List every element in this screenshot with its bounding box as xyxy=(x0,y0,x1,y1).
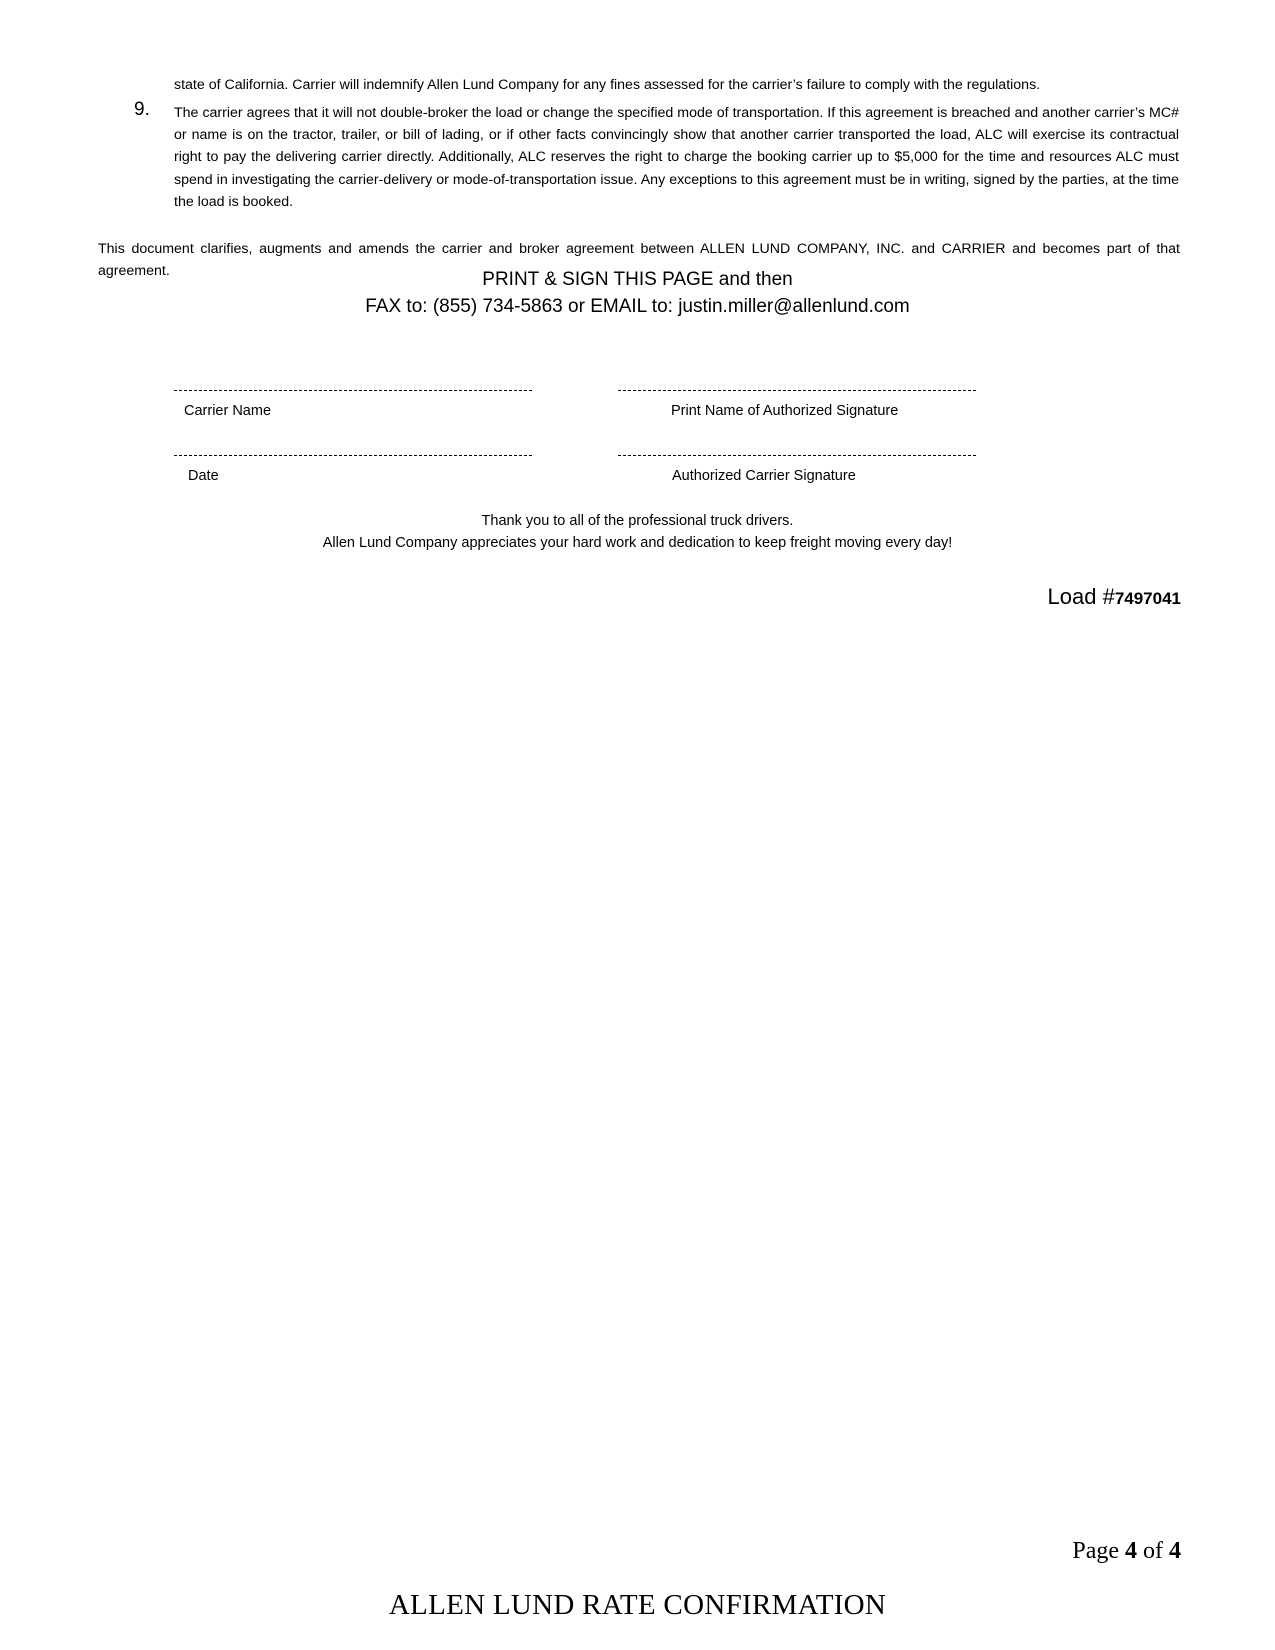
date-line[interactable] xyxy=(174,455,532,456)
print-name-line[interactable] xyxy=(618,390,976,391)
term-9-text: The carrier agrees that it will not double-broker the load or change the specified mode of transportation. If this agreement is breached and another carrier’s MC# or name is on the tractor, trailer, or bill of lading, or if other facts convincingly show that another carrier transported the load, ALC will exercise its contractual right to pay the delivering carrier directly. Additionally, ALC reserves the right to charge the booking carrier up to $5,000 for the time and resources ALC must spend in investigating the carrier-delivery or mode-of-transportation issue. Any exceptions to this agreement must be in writing, signed by the parties, at the time the load is booked. xyxy=(174,105,1179,210)
load-number-value: 7497041 xyxy=(1114,589,1181,608)
page-total: 4 xyxy=(1169,1538,1181,1564)
signature-line[interactable] xyxy=(618,455,976,456)
footer-title: ALLEN LUND RATE CONFIRMATION xyxy=(388,1589,887,1621)
thanks-line-2: Allen Lund Company appreciates your hard work and dedication to keep freight moving every day! xyxy=(322,535,953,551)
load-number xyxy=(1048,582,1181,614)
carrier-name-line[interactable] xyxy=(174,390,532,391)
carrier-name-label: Carrier Name xyxy=(184,403,272,419)
page-indicator xyxy=(1072,1536,1181,1566)
clarification-paragraph: This document clarifies, augments and amends the carrier and broker agreement between ALLEN LUND COMPANY, INC. and CARRIER and becomes part of that agreement. xyxy=(98,241,1180,279)
page-of-word: of xyxy=(1143,1538,1163,1564)
term-9-number: 9. xyxy=(134,99,150,120)
thanks-line-1: Thank you to all of the professional truck drivers. xyxy=(481,513,794,529)
date-label: Date xyxy=(188,468,219,484)
signature-label: Authorized Carrier Signature xyxy=(672,468,856,484)
load-label: Load # xyxy=(1047,584,1115,609)
print-name-label: Print Name of Authorized Signature xyxy=(671,403,899,419)
term-8-continuation: state of California. Carrier will indemnify Allen Lund Company for any fines assessed for the carrier’s failure to comply with the regulations. xyxy=(174,77,1041,93)
page-word: Page xyxy=(1072,1538,1119,1564)
instructions-line-1: PRINT & SIGN THIS PAGE and then xyxy=(482,269,793,290)
instructions-line-2: FAX to: (855) 734-5863 or EMAIL to: justin.miller@allenlund.com xyxy=(365,296,910,317)
page-current: 4 xyxy=(1125,1538,1137,1564)
